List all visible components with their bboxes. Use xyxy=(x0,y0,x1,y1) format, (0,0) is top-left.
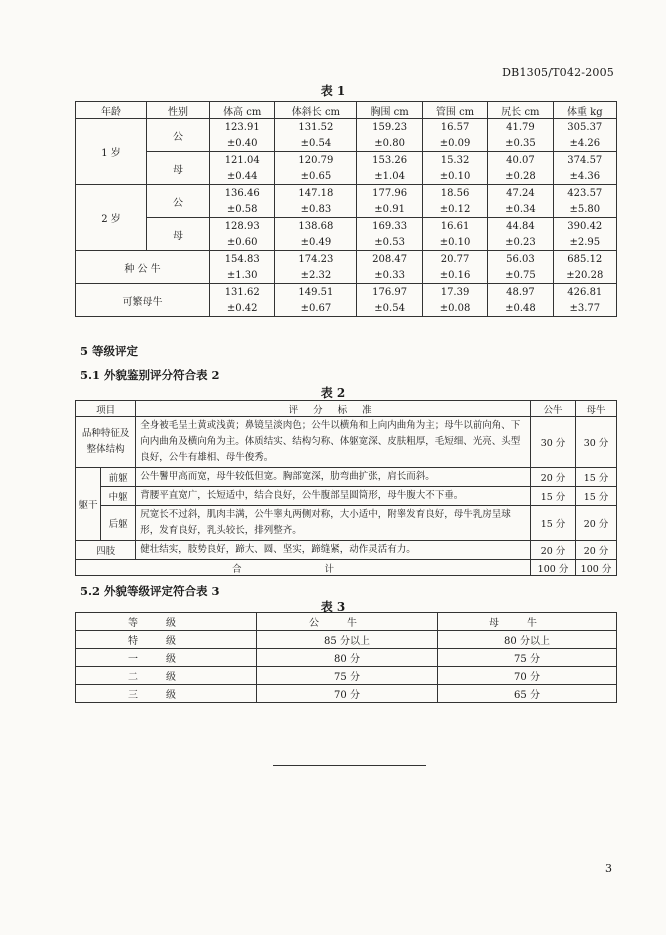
table2-caption: 表 2 xyxy=(320,386,346,400)
table-row xyxy=(76,506,617,541)
value-cell: 685.12 xyxy=(553,251,616,268)
col-cow: 母牛 xyxy=(438,613,617,631)
limbs-label: 四肢 xyxy=(76,541,136,560)
sex-cell: 母 xyxy=(147,152,210,185)
col-item: 项目 xyxy=(76,401,136,417)
table2 xyxy=(75,400,617,576)
value-cell: 154.83 xyxy=(210,251,275,268)
breed-label: 品种特征及整体结构 xyxy=(76,417,136,468)
section-5-title: 5 等级评定 xyxy=(80,344,139,358)
value-cell: 17.39 xyxy=(422,284,487,301)
trunk-bull-score: 20 分 xyxy=(531,468,576,487)
sex-cell: 公 xyxy=(147,185,210,218)
sd-cell: ±0.49 xyxy=(275,234,357,251)
trunk-cow-score: 15 分 xyxy=(576,468,617,487)
trunk-bull-score: 15 分 xyxy=(531,506,576,541)
value-cell: 305.37 xyxy=(553,119,616,136)
table-row xyxy=(76,667,617,685)
cow-cell: 80 分以上 xyxy=(438,631,617,649)
sd-cell: ±0.09 xyxy=(422,135,487,152)
bull-cell: 75 分 xyxy=(257,667,438,685)
col-grade: 等级 xyxy=(76,613,257,631)
sd-cell: ±0.08 xyxy=(422,300,487,317)
group-label: 1 岁 xyxy=(76,119,147,185)
value-cell: 131.52 xyxy=(275,119,357,136)
trunk-part: 中躯 xyxy=(101,487,136,506)
col-weight: 体重 kg xyxy=(553,102,616,119)
table-row xyxy=(76,417,617,468)
value-cell: 153.26 xyxy=(357,152,422,169)
value-cell: 41.79 xyxy=(488,119,553,136)
grade-cell: 二级 xyxy=(76,667,257,685)
value-cell: 120.79 xyxy=(275,152,357,169)
total-cow-score: 100 分 xyxy=(576,560,617,576)
sd-cell: ±0.16 xyxy=(422,267,487,284)
value-cell: 423.57 xyxy=(553,185,616,202)
limbs-cow-score: 20 分 xyxy=(576,541,617,560)
sd-cell: ±0.34 xyxy=(488,201,553,218)
value-cell: 426.81 xyxy=(553,284,616,301)
value-cell: 15.32 xyxy=(422,152,487,169)
table2-header-row xyxy=(76,401,617,417)
sd-cell: ±4.26 xyxy=(553,135,616,152)
sd-cell: ±2.95 xyxy=(553,234,616,251)
col-bull: 公牛 xyxy=(531,401,576,417)
sd-cell: ±0.54 xyxy=(275,135,357,152)
table-row xyxy=(76,119,617,136)
trunk-cow-score: 20 分 xyxy=(576,506,617,541)
table-row xyxy=(76,541,617,560)
bull-cell: 85 分以上 xyxy=(257,631,438,649)
value-cell: 56.03 xyxy=(488,251,553,268)
bull-cell: 70 分 xyxy=(257,685,438,703)
section-5-2-title: 5.2 外貌等级评定符合表 3 xyxy=(80,584,220,598)
sd-cell: ±0.33 xyxy=(357,267,422,284)
group-label: 2 岁 xyxy=(76,185,147,251)
sd-cell: ±20.28 xyxy=(553,267,616,284)
value-cell: 16.61 xyxy=(422,218,487,235)
table-row xyxy=(76,218,617,235)
value-cell: 174.23 xyxy=(275,251,357,268)
col-cannon: 管围 cm xyxy=(422,102,487,119)
value-cell: 16.57 xyxy=(422,119,487,136)
value-cell: 18.56 xyxy=(422,185,487,202)
breeding-cow-label: 可繁母牛 xyxy=(76,284,210,317)
value-cell: 208.47 xyxy=(357,251,422,268)
value-cell: 123.91 xyxy=(210,119,275,136)
col-rump: 尻长 cm xyxy=(488,102,553,119)
standard-number: DB1305/T042-2005 xyxy=(502,66,614,79)
col-sex: 性别 xyxy=(147,102,210,119)
table3-caption: 表 3 xyxy=(320,600,346,614)
sd-cell: ±0.83 xyxy=(275,201,357,218)
sd-cell: ±5.80 xyxy=(553,201,616,218)
value-cell: 131.62 xyxy=(210,284,275,301)
bull-cell: 80 分 xyxy=(257,649,438,667)
table3 xyxy=(75,612,617,703)
total-label: 合 计 xyxy=(76,560,531,576)
sd-cell: ±0.67 xyxy=(275,300,357,317)
sd-cell: ±0.28 xyxy=(488,168,553,185)
sd-cell: ±0.53 xyxy=(357,234,422,251)
sd-cell: ±0.58 xyxy=(210,201,275,218)
trunk-standard: 背腰平直宽广，长短适中，结合良好，公牛腹部呈圆筒形，母牛腹大不下垂。 xyxy=(136,487,531,506)
value-cell: 147.18 xyxy=(275,185,357,202)
table-row xyxy=(76,560,617,576)
cow-cell: 70 分 xyxy=(438,667,617,685)
value-cell: 121.04 xyxy=(210,152,275,169)
sd-cell: ±1.04 xyxy=(357,168,422,185)
sd-cell: ±4.36 xyxy=(553,168,616,185)
col-chest: 胸围 cm xyxy=(357,102,422,119)
grade-cell: 特级 xyxy=(76,631,257,649)
value-cell: 149.51 xyxy=(275,284,357,301)
col-body-length: 体斜长 cm xyxy=(275,102,357,119)
total-bull-score: 100 分 xyxy=(531,560,576,576)
sd-cell: ±0.12 xyxy=(422,201,487,218)
value-cell: 20.77 xyxy=(422,251,487,268)
col-cow: 母牛 xyxy=(576,401,617,417)
sd-cell: ±0.35 xyxy=(488,135,553,152)
breed-bull-score: 30 分 xyxy=(531,417,576,468)
sd-cell: ±0.60 xyxy=(210,234,275,251)
cow-cell: 65 分 xyxy=(438,685,617,703)
sd-cell: ±0.75 xyxy=(488,267,553,284)
grade-cell: 一级 xyxy=(76,649,257,667)
trunk-bull-score: 15 分 xyxy=(531,487,576,506)
trunk-part: 前躯 xyxy=(101,468,136,487)
value-cell: 169.33 xyxy=(357,218,422,235)
limbs-bull-score: 20 分 xyxy=(531,541,576,560)
table1 xyxy=(75,101,617,317)
value-cell: 159.23 xyxy=(357,119,422,136)
sd-cell: ±0.44 xyxy=(210,168,275,185)
sd-cell: ±2.32 xyxy=(275,267,357,284)
col-standard: 评 分 标 准 xyxy=(136,401,531,417)
sd-cell: ±0.65 xyxy=(275,168,357,185)
sd-cell: ±3.77 xyxy=(553,300,616,317)
table-row xyxy=(76,649,617,667)
table-row xyxy=(76,685,617,703)
value-cell: 176.97 xyxy=(357,284,422,301)
table-row xyxy=(76,152,617,169)
value-cell: 374.57 xyxy=(553,152,616,169)
breeding-bull-label: 种 公 牛 xyxy=(76,251,210,284)
value-cell: 128.93 xyxy=(210,218,275,235)
sd-cell: ±0.91 xyxy=(357,201,422,218)
sd-cell: ±0.80 xyxy=(357,135,422,152)
cow-cell: 75 分 xyxy=(438,649,617,667)
trunk-cow-score: 15 分 xyxy=(576,487,617,506)
trunk-part: 后躯 xyxy=(101,506,136,541)
sd-cell: ±0.23 xyxy=(488,234,553,251)
grade-cell: 三级 xyxy=(76,685,257,703)
value-cell: 177.96 xyxy=(357,185,422,202)
breed-standard: 全身被毛呈土黄或浅黄；鼻镜呈淡肉色；公牛以横角和上向内曲角为主；母牛以前向角、下向内曲角及横向角为主。体质结实、结构匀称、体躯宽深、皮肤粗厚，毛短细、光亮、头型良好，公牛有雄相、母牛俊秀。 xyxy=(136,417,531,468)
table3-header-row xyxy=(76,613,617,631)
page-number: 3 xyxy=(605,862,612,875)
breed-cow-score: 30 分 xyxy=(576,417,617,468)
table-row xyxy=(76,251,617,268)
col-bull: 公牛 xyxy=(257,613,438,631)
value-cell: 40.07 xyxy=(488,152,553,169)
value-cell: 47.24 xyxy=(488,185,553,202)
value-cell: 136.46 xyxy=(210,185,275,202)
col-age: 年龄 xyxy=(76,102,147,119)
trunk-label: 躯干 xyxy=(76,468,101,541)
sd-cell: ±0.42 xyxy=(210,300,275,317)
sd-cell: ±0.10 xyxy=(422,168,487,185)
value-cell: 138.68 xyxy=(275,218,357,235)
table-row xyxy=(76,468,617,487)
trunk-standard: 尻宽长不过斜，肌肉丰满，公牛睾丸两侧对称，大小适中，附睾发育良好，母牛乳房呈球形，发育良好，乳头较长，排列整齐。 xyxy=(136,506,531,541)
value-cell: 390.42 xyxy=(553,218,616,235)
col-height: 体高 cm xyxy=(210,102,275,119)
sex-cell: 公 xyxy=(147,119,210,152)
trunk-standard: 公牛鬐甲高而宽，母牛较低但宽。胸部宽深，肋弯曲扩张，肩长而斜。 xyxy=(136,468,531,487)
value-cell: 44.84 xyxy=(488,218,553,235)
sd-cell: ±0.10 xyxy=(422,234,487,251)
sd-cell: ±0.48 xyxy=(488,300,553,317)
sd-cell: ±0.54 xyxy=(357,300,422,317)
table-row xyxy=(76,631,617,649)
table-row xyxy=(76,487,617,506)
table1-caption: 表 1 xyxy=(320,84,346,98)
section-5-1-title: 5.1 外貌鉴别评分符合表 2 xyxy=(80,368,220,382)
sex-cell: 母 xyxy=(147,218,210,251)
limbs-standard: 健壮结实，肢势良好，蹄大、圆、坚实，蹄缝紧，动作灵活有力。 xyxy=(136,541,531,560)
value-cell: 48.97 xyxy=(488,284,553,301)
table-row xyxy=(76,284,617,301)
table-row xyxy=(76,185,617,202)
sd-cell: ±1.30 xyxy=(210,267,275,284)
sd-cell: ±0.40 xyxy=(210,135,275,152)
table1-header-row xyxy=(76,102,617,119)
end-rule xyxy=(273,765,426,766)
